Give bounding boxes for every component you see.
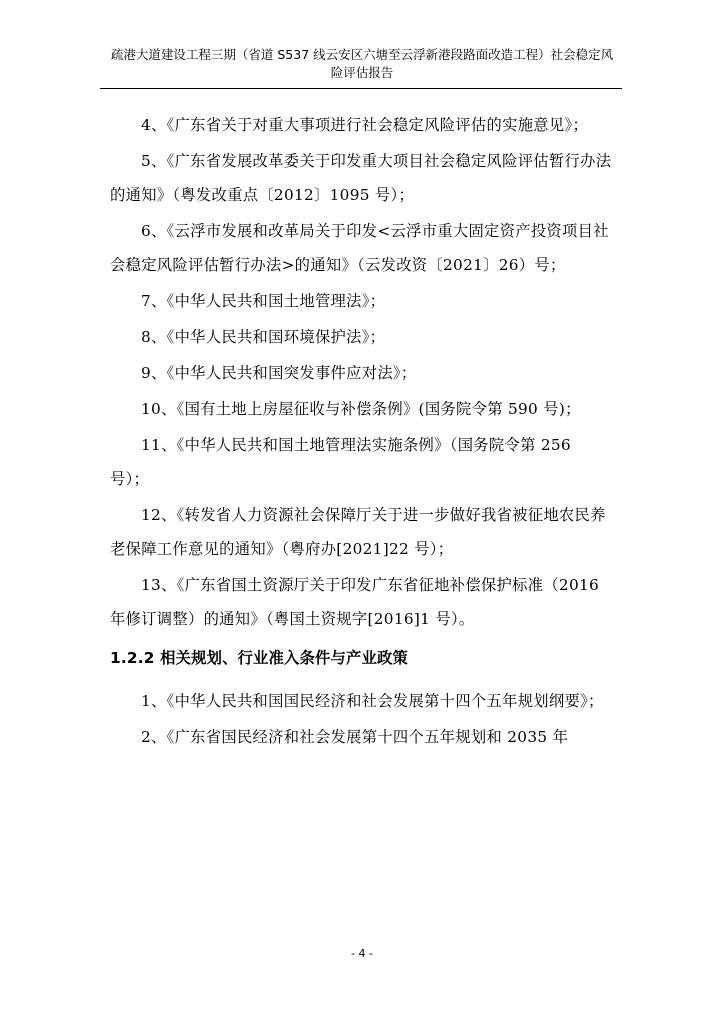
list-item: 1、《中华人民共和国国民经济和社会发展第十四个五年规划纲要》； [141, 692, 604, 710]
list-item: 7、《中华人民共和国土地管理法》； [141, 292, 386, 310]
list-item: 6、《云浮市发展和改革局关于印发<云浮市重大固定资产投资项目社会稳定风险评估暂行办法>的通知》（云发改资〔2021〕26）号； [110, 222, 609, 274]
list-item: 9、《中华人民共和国突发事件应对法》； [141, 364, 417, 382]
list-item: 2、《广东省国民经济和社会发展第十四个五年规划和 2035 年 [141, 728, 569, 746]
page-header [100, 46, 624, 82]
list-item: 4、《广东省关于对重大事项进行社会稳定风险评估的实施意见》； [141, 116, 589, 134]
document-body [110, 108, 614, 756]
page-number: - 4 - [351, 947, 373, 960]
section-heading: 1.2.2 相关规划、行业准入条件与产业政策 [110, 649, 409, 667]
header-title-line2: 险评估报告 [330, 65, 394, 80]
list-item: 10、《国有土地上房屋征收与补偿条例》(国务院令第 590 号)； [141, 400, 581, 418]
header-divider [100, 88, 622, 89]
list-item: 13、《广东省国土资源厅关于印发广东省征地补偿保护标准（2016 年修订调整）的通知》（粤国土资规字[2016]1 号）。 [110, 576, 600, 628]
list-item: 11、《中华人民共和国土地管理法实施条例》（国务院令第 256 号）； [110, 436, 571, 488]
list-item: 12、《转发省人力资源社会保障厅关于进一步做好我省被征地农民养老保障工作意见的通知》（粤府办[2021]22 号）； [110, 506, 606, 558]
list-item: 8、《中华人民共和国环境保护法》； [141, 328, 386, 346]
list-item: 5、《广东省发展改革委关于印发重大项目社会稳定风险评估暂行办法的通知》（粤发改重点〔2012〕1095 号）； [110, 152, 612, 204]
header-title-line1: 疏港大道建设工程三期（省道 S537 线云安区六塘至云浮新港段路面改造工程）社会稳定风 [110, 47, 614, 62]
